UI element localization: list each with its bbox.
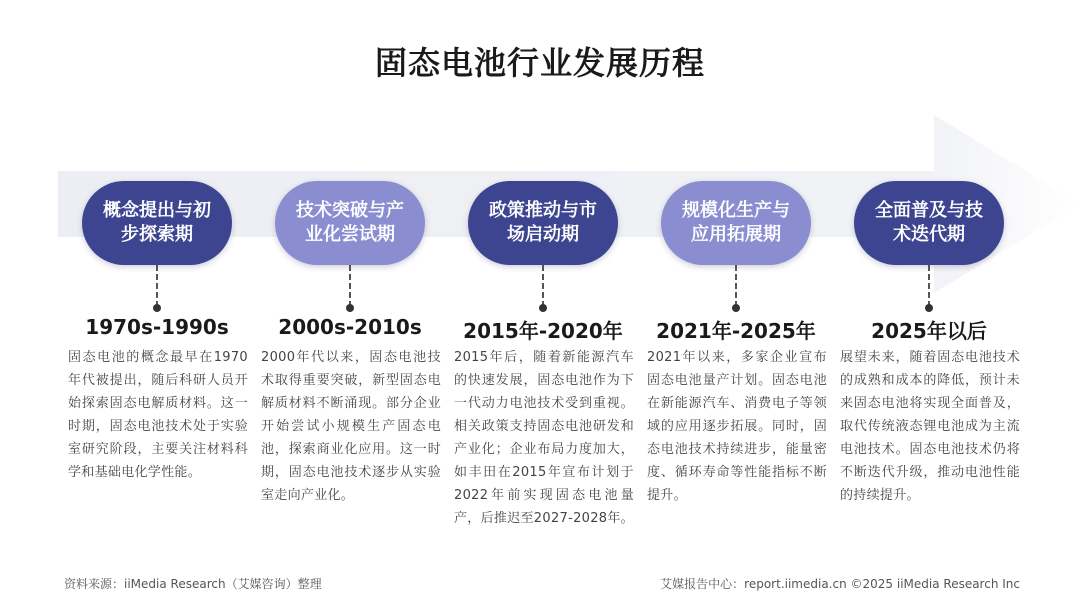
- stage-3-dot: [539, 304, 547, 312]
- stage-3: [446, 0, 646, 600]
- stage-5-period: 2025年以后: [871, 319, 987, 343]
- stage-4-period: 2021年-2025年: [656, 319, 816, 343]
- stage-4-connector: [735, 265, 737, 307]
- stage-1-pill: 概念提出与初步探索期: [82, 181, 232, 265]
- stage-5-dot: [925, 304, 933, 312]
- stage-1-dot: [153, 304, 161, 312]
- stage-3-period: 2015年-2020年: [463, 319, 623, 343]
- page-title: 固态电池行业发展历程: [374, 44, 705, 82]
- source-note: 资料来源：iiMedia Research（艾媒咨询）整理: [64, 577, 322, 591]
- stage-2-pill: 技术突破与产业化尝试期: [275, 181, 425, 265]
- stage-4-pill: 规模化生产与应用拓展期: [661, 181, 811, 265]
- stage-2-connector: [349, 265, 351, 307]
- stage-3-connector: [542, 265, 544, 307]
- stage-1-description: 固态电池的概念最早在1970年代被提出，随后科研人员开始探索固态电解质材料。这一时期，固态电池技术处于实验室研究阶段，主要关注材料科学和基础电化学性能。: [68, 350, 248, 480]
- stage-3-description: 2015年后，随着新能源汽车的快速发展，固态电池作为下一代动力电池技术受到重视。相关政策支持固态电池研发和产业化；企业布局力度加大，如丰田在2015年宣布计划于2022年前实现固态电池量产，后推迟至2027-2028年。: [454, 350, 634, 526]
- stage-2: [253, 0, 453, 600]
- stage-3-pill: 政策推动与市场启动期: [468, 181, 618, 265]
- stage-1-connector: [156, 265, 158, 307]
- stage-4-dot: [732, 304, 740, 312]
- stage-1: [60, 0, 260, 600]
- stage-5-connector: [928, 265, 930, 307]
- stage-5-pill: 全面普及与技术迭代期: [854, 181, 1004, 265]
- stage-5: [832, 0, 1032, 600]
- stage-2-description: 2000年代以来，固态电池技术取得重要突破，新型固态电解质材料不断涌现。部分企业开始尝试小规模生产固态电池，探索商业化应用。这一时期，固态电池技术逐步从实验室走向产业化。: [261, 350, 441, 503]
- stage-5-description: 展望未来，随着固态电池技术的成熟和成本的降低，预计未来固态电池将实现全面普及，取代传统液态锂电池成为主流电池技术。固态电池技术仍将不断迭代升级，推动电池性能的持续提升。: [840, 350, 1020, 503]
- stage-4: [639, 0, 839, 600]
- stage-2-dot: [346, 304, 354, 312]
- stage-1-period: 1970s-1990s: [85, 315, 229, 339]
- stage-4-description: 2021年以来，多家企业宣布固态电池量产计划。固态电池在新能源汽车、消费电子等领域的应用逐步拓展。同时，固态电池技术持续进步，能量密度、循环寿命等性能指标不断提升。: [647, 350, 827, 503]
- stage-2-period: 2000s-2010s: [278, 315, 422, 339]
- report-center-note: 艾媒报告中心：report.iimedia.cn ©2025 iiMedia Research Inc: [660, 577, 1020, 591]
